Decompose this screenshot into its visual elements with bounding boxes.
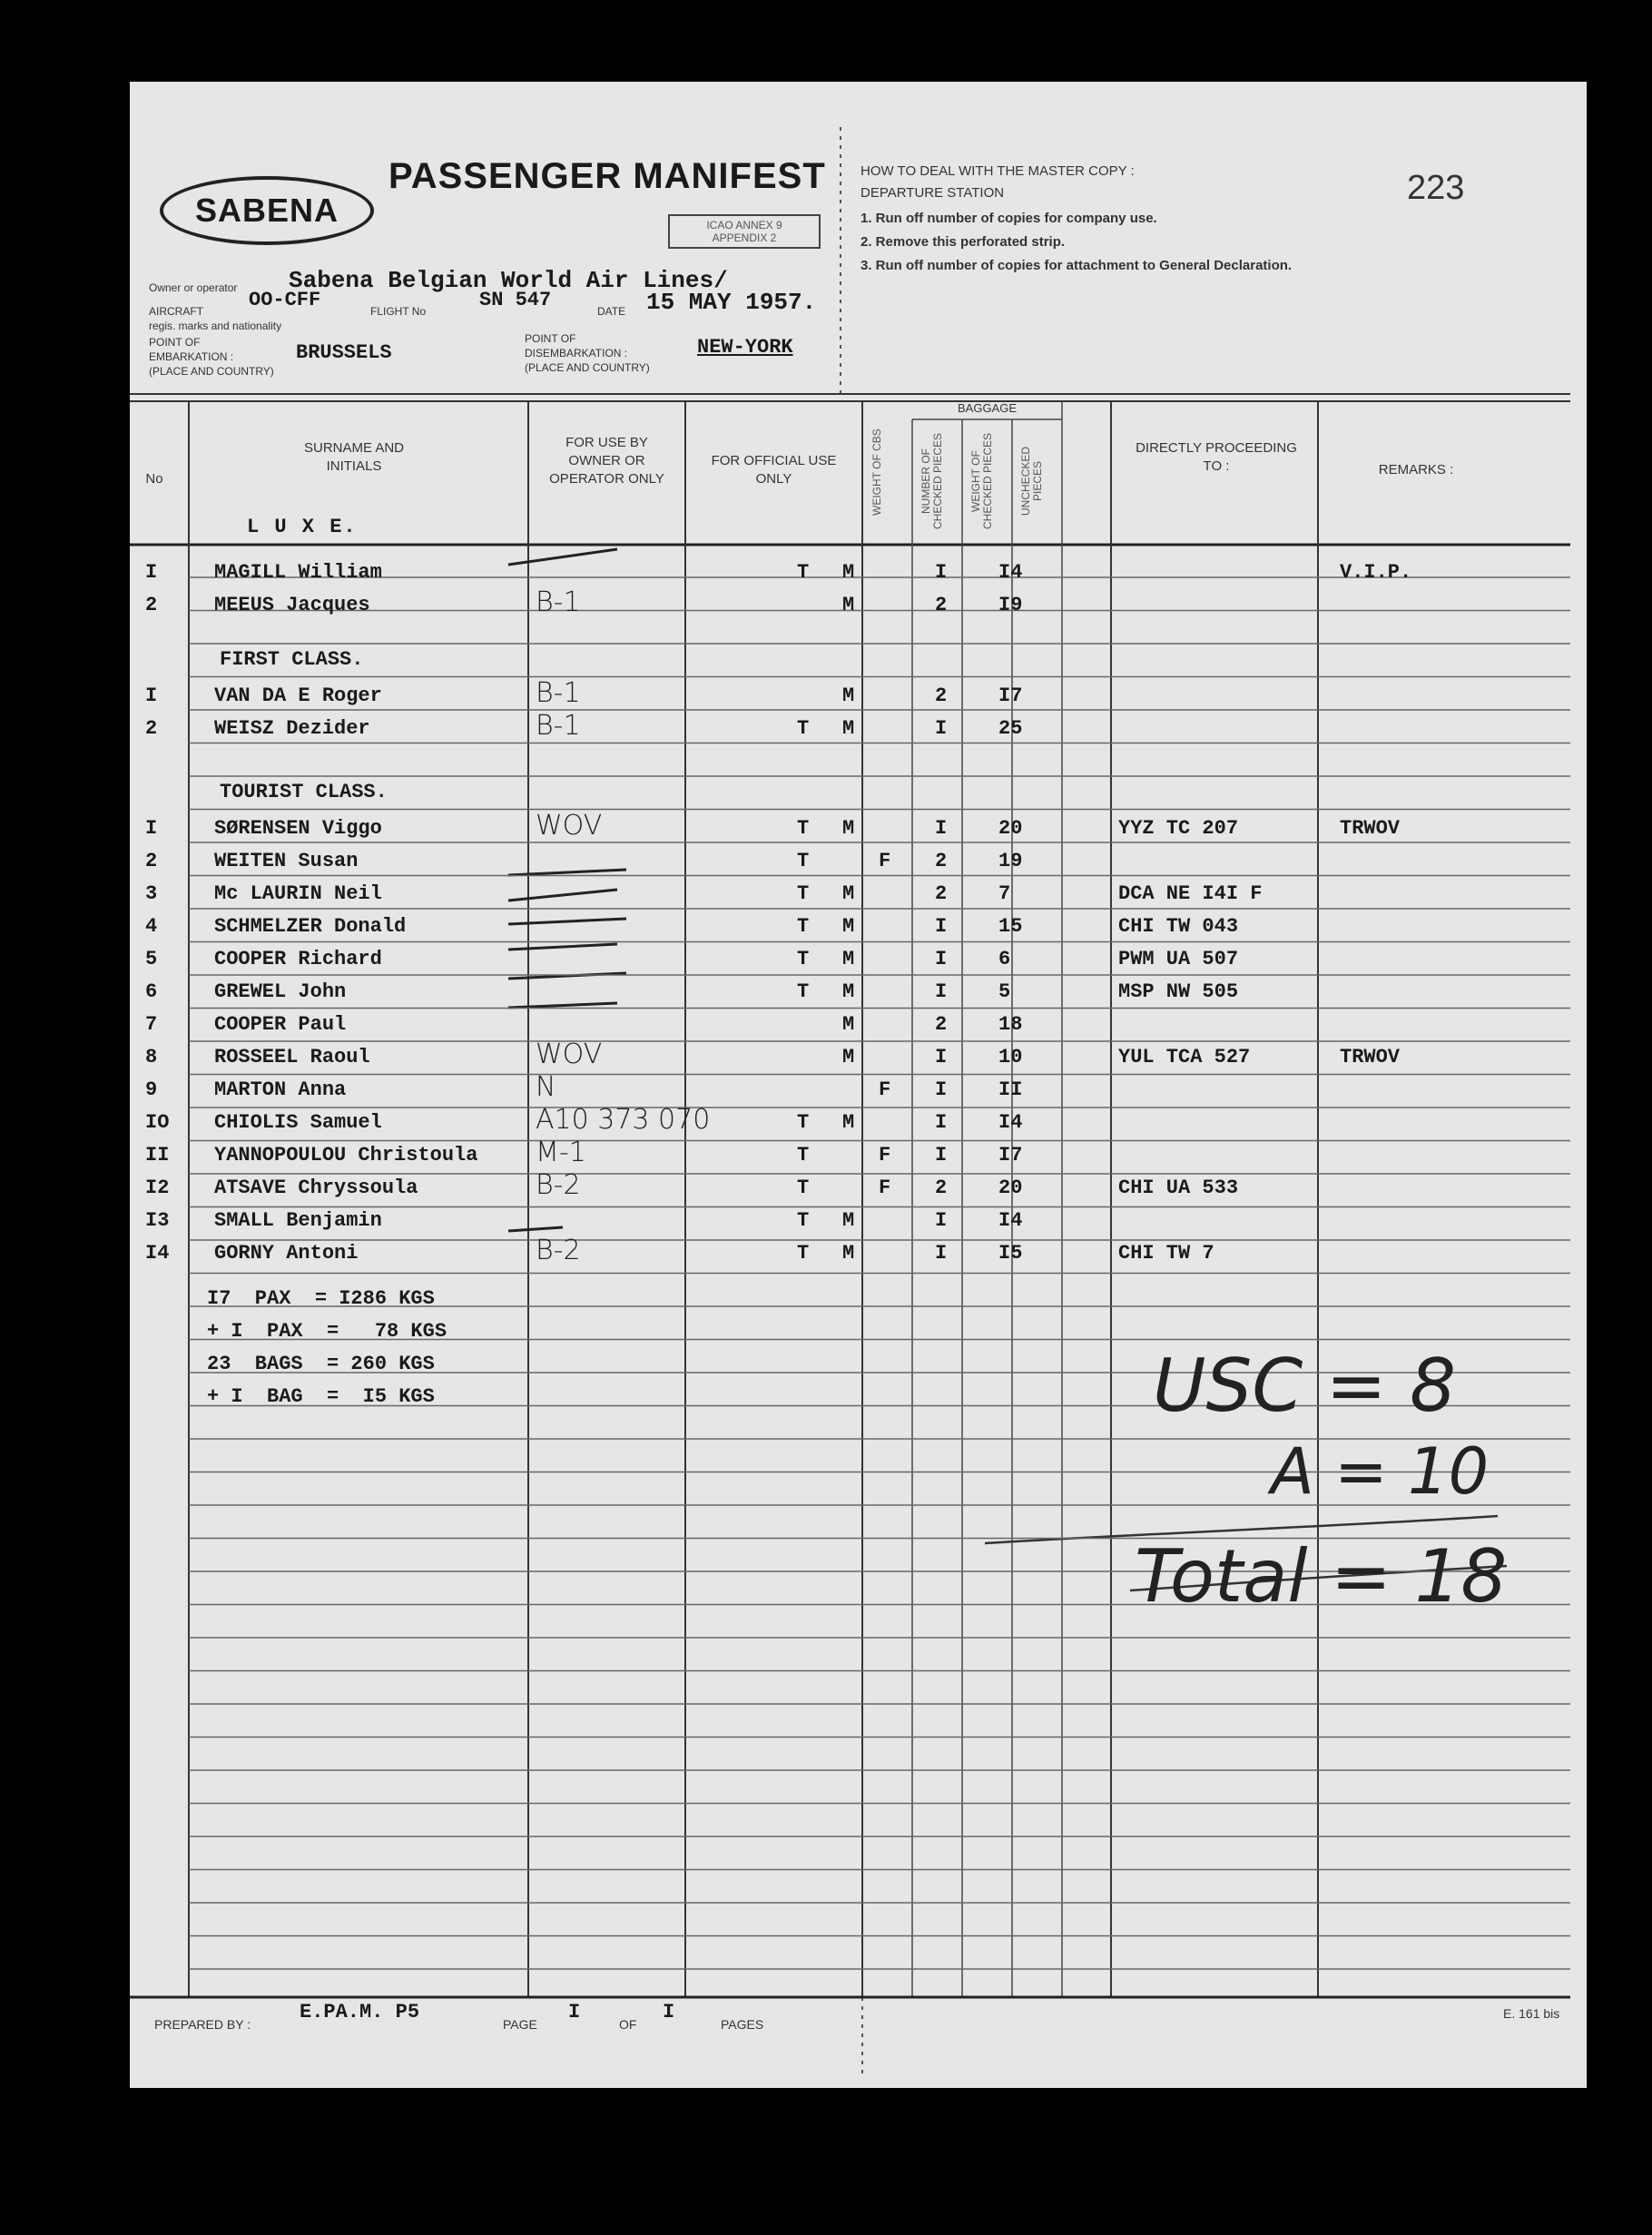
passenger-name: Mc LAURIN Neil (214, 882, 382, 905)
type-m: M (842, 561, 855, 584)
type-t: T (797, 980, 810, 1003)
checked-weight: 5 (998, 980, 1011, 1003)
type-m: M (842, 1209, 855, 1232)
checked-weight: I5 (998, 1242, 1023, 1265)
checked-weight: I7 (998, 1144, 1023, 1167)
flight-value: SN 547 (479, 289, 552, 311)
passenger-name: GORNY Antoni (214, 1242, 359, 1265)
instructions-title: HOW TO DEAL WITH THE MASTER COPY : (860, 163, 1135, 179)
passenger-row (0, 1169, 1652, 1206)
type-m: M (842, 717, 855, 740)
prepared-label: PREPARED BY : (154, 2017, 251, 2032)
passenger-row (0, 1137, 1652, 1173)
checked-pieces: 2 (935, 1177, 948, 1199)
col-baggage: BAGGAGE (957, 401, 1018, 415)
of-label: OF (619, 2017, 637, 2032)
col-weight: WEIGHT OF CBS (870, 428, 883, 516)
type-m: M (842, 1242, 855, 1265)
page-number: 223 (1407, 169, 1465, 207)
row-number: I2 (145, 1177, 170, 1199)
disembark-label-1: POINT OF (525, 332, 576, 345)
pages-label: PAGES (721, 2017, 764, 2032)
type-m: M (842, 1046, 855, 1068)
type-t: T (797, 817, 810, 840)
passenger-name: COOPER Richard (214, 948, 382, 970)
row-number: 9 (145, 1078, 158, 1101)
col-remarks: REMARKS : (1378, 462, 1454, 478)
row-number: 2 (145, 850, 158, 872)
checked-weight: 7 (998, 882, 1011, 905)
passenger-row (0, 1039, 1652, 1075)
type-t: T (797, 948, 810, 970)
passenger-row (0, 944, 1652, 977)
flight-label: FLIGHT No (370, 305, 427, 318)
owner-use-mark: WOV (536, 1039, 603, 1070)
form-code: E. 161 bis (1503, 2006, 1560, 2021)
type-t: T (797, 1144, 810, 1167)
passenger-row (0, 677, 1652, 714)
checked-weight: 25 (998, 717, 1023, 740)
page-value: I (568, 2001, 581, 2023)
checked-weight: I9 (998, 594, 1023, 616)
remark: TRWOV (1340, 1046, 1401, 1068)
date-value: 15 MAY 1957. (646, 289, 817, 316)
checked-pieces: I (935, 817, 948, 840)
checked-weight: II (998, 1078, 1023, 1101)
owner-use-mark: B-2 (536, 1235, 581, 1266)
checked-pieces: I (935, 1111, 948, 1134)
total-line: + I PAX = 78 KGS (207, 1320, 447, 1343)
checked-pieces: I (935, 717, 948, 740)
row-number: 6 (145, 980, 158, 1003)
type-f: F (879, 850, 891, 872)
col-owner-use: FOR USE BY OWNER OR OPERATOR ONLY (549, 435, 664, 487)
passenger-row (0, 1206, 1652, 1238)
passenger-name: VAN DA E Roger (214, 684, 382, 707)
row-number: 7 (145, 1013, 158, 1036)
owner-use-mark: N (536, 1071, 556, 1103)
instruction-3: 3. Run off number of copies for attachment to General Declaration. (860, 258, 1293, 273)
type-m: M (842, 948, 855, 970)
passenger-row (0, 1104, 1652, 1140)
passenger-name: ROSSEEL Raoul (214, 1046, 370, 1068)
destination: YYZ TC 207 (1118, 817, 1239, 840)
checked-pieces: I (935, 948, 948, 970)
checked-pieces: 2 (935, 594, 948, 616)
row-number: 4 (145, 915, 158, 938)
passenger-row (0, 977, 1652, 1009)
aircraft-label: AIRCRAFT (149, 305, 203, 318)
handwritten-a: A = 10 (1271, 1434, 1490, 1509)
owner-use-mark: B-1 (536, 677, 581, 709)
total-line: I7 PAX = I286 KGS (207, 1287, 435, 1310)
passenger-name: SMALL Benjamin (214, 1209, 382, 1232)
checked-weight: I4 (998, 1111, 1023, 1134)
type-f: F (879, 1177, 891, 1199)
embark-label-1: POINT OF (149, 336, 201, 349)
date-label: DATE (597, 305, 626, 318)
checked-pieces: I (935, 915, 948, 938)
col-official-use: FOR OFFICIAL USE ONLY (711, 453, 837, 487)
type-m: M (842, 1111, 855, 1134)
type-m: M (842, 915, 855, 938)
passenger-row (0, 557, 1652, 590)
passenger-row (0, 1235, 1652, 1271)
checked-weight: 15 (998, 915, 1023, 938)
disembark-label-2: DISEMBARKATION : (525, 347, 628, 359)
type-m: M (842, 594, 855, 616)
passenger-row (0, 586, 1652, 623)
checked-pieces: I (935, 1242, 948, 1265)
passenger-row (0, 879, 1652, 911)
col-unchecked: UNCHECKED PIECES (1019, 447, 1044, 517)
passenger-name: SØRENSEN Viggo (214, 817, 382, 840)
destination: CHI TW 7 (1118, 1242, 1214, 1265)
checked-weight: 18 (998, 1013, 1023, 1036)
checked-pieces: I (935, 1046, 948, 1068)
type-t: T (797, 561, 810, 584)
instruction-2: 2. Remove this perforated strip. (860, 234, 1066, 250)
checked-pieces: 2 (935, 684, 948, 707)
owner-label: Owner or operator (149, 281, 238, 294)
owner-use-mark: B-1 (536, 586, 581, 618)
col-no: No (145, 471, 163, 487)
row-number: 3 (145, 882, 158, 905)
type-t: T (797, 850, 810, 872)
manifest-title: PASSENGER MANIFEST (388, 156, 826, 196)
destination: DCA NE I4I F (1118, 882, 1263, 905)
instruction-1: 1. Run off number of copies for company use. (860, 211, 1157, 226)
regis-label: regis. marks and nationality (149, 320, 282, 332)
row-number: I3 (145, 1209, 170, 1232)
page-label: PAGE (503, 2017, 537, 2032)
owner-use-mark: B-1 (536, 710, 581, 742)
type-t: T (797, 1209, 810, 1232)
passenger-name: YANNOPOULOU Christoula (214, 1144, 478, 1167)
sabena-logo: SABENA (160, 176, 374, 245)
passenger-row (0, 911, 1652, 944)
remark: V.I.P. (1340, 561, 1412, 584)
passenger-name: MEEUS Jacques (214, 594, 370, 616)
passenger-name: WEISZ Dezider (214, 717, 370, 740)
row-number: 5 (145, 948, 158, 970)
checked-pieces: 2 (935, 1013, 948, 1036)
section-luxe: L U X E. (247, 516, 358, 538)
type-t: T (797, 717, 810, 740)
type-f: F (879, 1144, 891, 1167)
total-line: 23 BAGS = 260 KGS (207, 1353, 435, 1375)
checked-pieces: I (935, 561, 948, 584)
checked-weight: I4 (998, 1209, 1023, 1232)
checked-weight: 19 (998, 850, 1023, 872)
section-tourist: TOURIST CLASS. (220, 781, 388, 803)
passenger-row (0, 1071, 1652, 1108)
checked-weight: I7 (998, 684, 1023, 707)
checked-weight: 6 (998, 948, 1011, 970)
disembark-value: NEW-YORK (697, 336, 793, 359)
checked-pieces: 2 (935, 882, 948, 905)
passenger-name: SCHMELZER Donald (214, 915, 407, 938)
type-m: M (842, 817, 855, 840)
checked-weight: I4 (998, 561, 1023, 584)
aircraft-value: OO-CFF (249, 289, 321, 311)
handwritten-usc: USC = 8 (1153, 1344, 1456, 1428)
type-t: T (797, 915, 810, 938)
type-m: M (842, 1013, 855, 1036)
handwritten-total: Total = 18 (1135, 1534, 1508, 1619)
checked-weight: 20 (998, 817, 1023, 840)
destination: MSP NW 505 (1118, 980, 1239, 1003)
embark-label-2: EMBARKATION : (149, 350, 234, 363)
row-number: I (145, 684, 158, 707)
owner-use-mark: WOV (536, 810, 603, 842)
owner-use-mark: M-1 (536, 1137, 586, 1168)
passenger-name: WEITEN Susan (214, 850, 359, 872)
destination: CHI UA 533 (1118, 1177, 1239, 1199)
owner-value: Sabena Belgian World Air Lines/ (289, 267, 728, 294)
passenger-row (0, 1009, 1652, 1042)
col-proceeding: DIRECTLY PROCEEDING TO : (1136, 440, 1297, 474)
row-number: I4 (145, 1242, 170, 1265)
owner-use-mark: A10 373 070 (536, 1104, 711, 1136)
type-t: T (797, 882, 810, 905)
col-weight-checked: WEIGHT OF CHECKED PIECES (969, 432, 994, 530)
checked-weight: 10 (998, 1046, 1023, 1068)
row-number: 2 (145, 594, 158, 616)
icao-box: ICAO ANNEX 9 APPENDIX 2 (668, 214, 821, 249)
checked-pieces: I (935, 980, 948, 1003)
passenger-name: MAGILL William (214, 561, 382, 584)
destination: CHI TW 043 (1118, 915, 1239, 938)
type-f: F (879, 1078, 891, 1101)
type-t: T (797, 1111, 810, 1134)
type-m: M (842, 980, 855, 1003)
row-number: II (145, 1144, 170, 1167)
passenger-name: COOPER Paul (214, 1013, 347, 1036)
checked-pieces: 2 (935, 850, 948, 872)
destination: PWM UA 507 (1118, 948, 1239, 970)
col-surname: SURNAME AND INITIALS (303, 440, 405, 474)
checked-pieces: I (935, 1078, 948, 1101)
row-number: 2 (145, 717, 158, 740)
passenger-name: ATSAVE Chryssoula (214, 1177, 418, 1199)
checked-weight: 20 (998, 1177, 1023, 1199)
passenger-row (0, 710, 1652, 746)
passenger-name: GREWEL John (214, 980, 347, 1003)
embark-value: BRUSSELS (296, 341, 392, 364)
row-number: I (145, 561, 158, 584)
instructions-station: DEPARTURE STATION (860, 185, 1005, 201)
passenger-row (0, 846, 1652, 879)
type-m: M (842, 882, 855, 905)
checked-pieces: I (935, 1144, 948, 1167)
passenger-name: MARTON Anna (214, 1078, 347, 1101)
checked-pieces: I (935, 1209, 948, 1232)
row-number: 8 (145, 1046, 158, 1068)
destination: YUL TCA 527 (1118, 1046, 1251, 1068)
of-value: I (663, 2001, 675, 2023)
owner-use-mark: B-2 (536, 1169, 581, 1201)
total-line: + I BAG = I5 KGS (207, 1385, 435, 1408)
passenger-row (0, 810, 1652, 846)
section-first: FIRST CLASS. (220, 648, 364, 671)
row-number: I (145, 817, 158, 840)
col-checked: NUMBER OF CHECKED PIECES (919, 432, 944, 530)
disembark-sub: (PLACE AND COUNTRY) (525, 361, 650, 374)
type-t: T (797, 1177, 810, 1199)
row-number: IO (145, 1111, 170, 1134)
prepared-value: E.PA.M. P5 (300, 2001, 420, 2023)
remark: TRWOV (1340, 817, 1401, 840)
type-m: M (842, 684, 855, 707)
embark-sub: (PLACE AND COUNTRY) (149, 365, 274, 378)
passenger-name: CHIOLIS Samuel (214, 1111, 382, 1134)
type-t: T (797, 1242, 810, 1265)
